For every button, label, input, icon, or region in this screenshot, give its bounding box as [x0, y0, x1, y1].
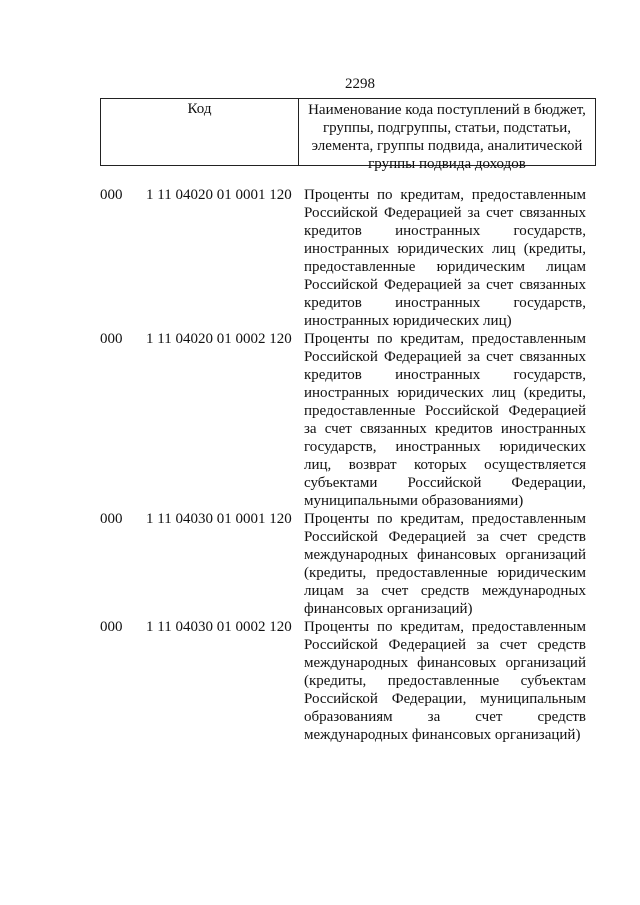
revenue-description: Проценты по кредитам, предоставленным Российской Федерацией за счет связанных кредитов иностранных государств, иностранных юридических лиц (кредиты, предоставленные Российской Федерацией за счет связанных кредитов иностранных государств, иностранных юридических лиц, возврат которых осуществляется субъектами Российской Федерации, муниципальными образованиями): [304, 331, 586, 509]
revenue-code: 1 11 04030 01 0002 120: [146, 619, 292, 635]
revenue-code: 1 11 04020 01 0001 120: [146, 187, 292, 203]
table-header: [100, 98, 596, 172]
page-number: 2298: [345, 76, 375, 92]
admin-code: 000: [100, 187, 123, 203]
revenue-code: 1 11 04030 01 0001 120: [146, 511, 292, 527]
table-row: [100, 618, 596, 744]
admin-code: 000: [100, 619, 123, 635]
header-code-label: Код: [101, 99, 299, 165]
table-row: [100, 186, 596, 330]
admin-code: 000: [100, 511, 123, 527]
revenue-code: 1 11 04020 01 0002 120: [146, 331, 292, 347]
admin-code: 000: [100, 331, 123, 347]
revenue-description: Проценты по кредитам, предоставленным Российской Федерацией за счет средств международных финансовых организаций (кредиты, предоставленные юридическим лицам за счет средств международных финансовых организаций): [304, 511, 586, 617]
code-list: [100, 186, 596, 744]
revenue-description: Проценты по кредитам, предоставленным Российской Федерацией за счет связанных кредитов иностранных государств, иностранных юридических лиц (кредиты, предоставленные юридическим лицам Российской Федерацией за счет связанных кредитов иностранных государств, иностранных юридических лиц): [304, 187, 586, 329]
table-row: [100, 330, 596, 510]
header-name-label: Наименование кода поступлений в бюджет, группы, подгруппы, статьи, подстатьи, элемента, группы подвида, аналитической группы подвида доходов: [308, 102, 586, 172]
revenue-description: Проценты по кредитам, предоставленным Российской Федерацией за счет средств международных финансовых организаций (кредиты, предоставленные субъектам Российской Федерации, муниципальным образованиям за счет средств международных финансовых организаций): [304, 619, 586, 743]
table-row: [100, 510, 596, 618]
